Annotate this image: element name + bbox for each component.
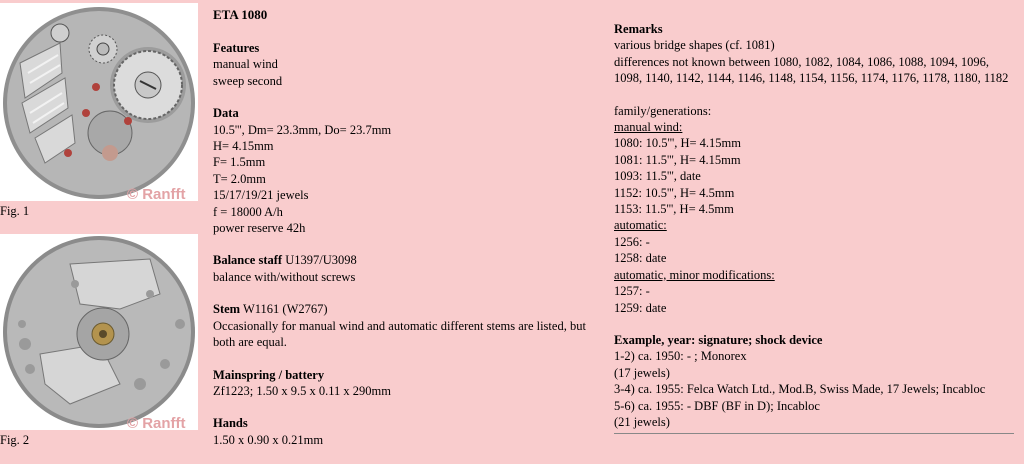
- family-line: 1257: -: [614, 284, 650, 299]
- features-heading: Features: [213, 41, 260, 55]
- family-heading: family/generations:: [614, 103, 712, 118]
- stem-section: [213, 301, 608, 350]
- family-line: 1256: -: [614, 234, 650, 249]
- stem-heading: Stem: [213, 302, 241, 317]
- family-line: 1259: date: [614, 300, 667, 315]
- data-heading: Data: [213, 106, 239, 121]
- family-line: 1153: 11.5''', H= 4.5mm: [614, 202, 734, 217]
- examples-section: [614, 332, 1014, 434]
- divider: [614, 433, 1014, 434]
- data-line: F= 1.5mm: [213, 155, 266, 170]
- movement-photo-1[interactable]: [0, 3, 198, 201]
- stem-line: Occasionally for manual wind and automatic different stems are listed, but both are equal.: [213, 318, 586, 350]
- data-line: 10.5''', Dm= 23.3mm, Do= 23.7mm: [213, 122, 392, 137]
- remarks-line: differences not known between 1080, 1082, 1084, 1086, 1088, 1094, 1096, 1098, 1140, 1142, 1144, 1146, 1148, 1154, 1156, 1174, 1176, 1178, 1180, 1182: [614, 54, 1009, 86]
- remarks-section: [614, 21, 1014, 87]
- data-line: H= 4.15mm: [213, 139, 274, 154]
- data-line: T= 2.0mm: [213, 171, 266, 186]
- image-column: [0, 0, 205, 460]
- figure-1-caption: Fig. 1: [0, 204, 30, 218]
- remarks-line: various bridge shapes (cf. 1081): [614, 38, 775, 53]
- balance-line: balance with/without screws: [213, 269, 356, 284]
- remarks-column: [614, 21, 1014, 434]
- family-line: 1093: 11.5''', date: [614, 169, 701, 184]
- family-line: 1258: date: [614, 251, 667, 266]
- remarks-heading: Remarks: [614, 22, 663, 36]
- watermark-1: © Ranfft: [127, 186, 186, 201]
- balance-heading: Balance staff: [213, 253, 283, 268]
- stem-value: W1161 (W2767): [240, 302, 328, 317]
- features-line: manual wind: [213, 57, 278, 72]
- specs-column: [213, 6, 608, 464]
- features-section: [213, 40, 608, 89]
- hands-line: 1.50 x 0.90 x 0.21mm: [213, 432, 324, 447]
- example-line: 3-4) ca. 1955: Felca Watch Ltd., Mod.B, Swiss Made, 17 Jewels; Incabloc: [614, 382, 986, 397]
- data-line: 15/17/19/21 jewels: [213, 188, 309, 203]
- watermark-2: © Ranfft: [127, 415, 186, 430]
- examples-heading: Example, year: signature; shock device: [614, 332, 823, 347]
- features-line: sweep second: [213, 73, 283, 88]
- family-line: 1152: 10.5''', H= 4.5mm: [614, 185, 735, 200]
- hands-section: [213, 415, 608, 448]
- example-line: (17 jewels): [614, 365, 670, 380]
- figure-2-caption: Fig. 2: [0, 433, 30, 447]
- mainspring-line: Zf1223; 1.50 x 9.5 x 0.11 x 290mm: [213, 383, 392, 398]
- family-line: 1081: 11.5''', H= 4.15mm: [614, 152, 741, 167]
- balance-value: U1397/U3098: [282, 253, 357, 268]
- data-section: [213, 105, 608, 236]
- example-line: 5-6) ca. 1955: - DBF (BF in D); Incabloc: [614, 398, 820, 413]
- balance-section: [213, 252, 608, 285]
- mainspring-heading: Mainspring / battery: [213, 367, 325, 382]
- page-title: ETA 1080: [213, 7, 268, 22]
- mainspring-section: [213, 367, 608, 400]
- example-line: 1-2) ca. 1950: - ; Monorex: [614, 349, 747, 364]
- family-line: 1080: 10.5''', H= 4.15mm: [614, 136, 742, 151]
- hands-heading: Hands: [213, 416, 248, 431]
- automatic-modifications-label: automatic, minor modifications:: [614, 267, 775, 282]
- family-section: [614, 103, 1014, 316]
- example-line: (21 jewels): [614, 414, 670, 429]
- automatic-label: automatic:: [614, 218, 667, 233]
- manual-wind-label: manual wind:: [614, 120, 683, 135]
- data-line: f = 18000 A/h: [213, 204, 283, 219]
- movement-photo-2[interactable]: [0, 234, 198, 430]
- data-line: power reserve 42h: [213, 221, 306, 236]
